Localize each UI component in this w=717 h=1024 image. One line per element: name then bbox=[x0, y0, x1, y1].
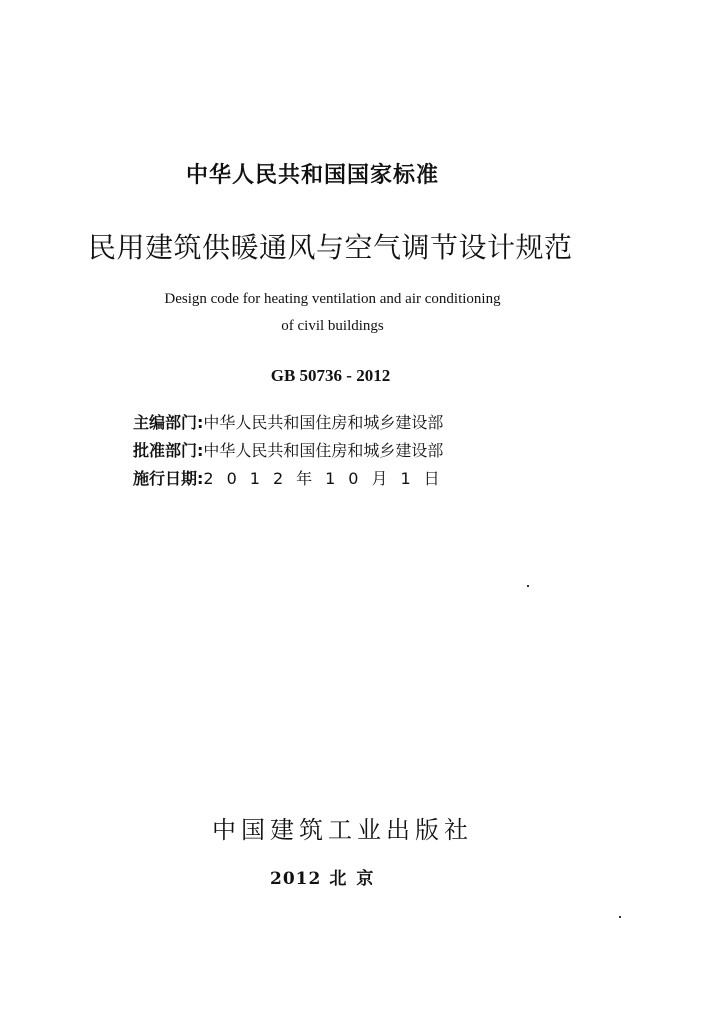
document-title-english-line-1: Design code for heating ventilation and air conditioning bbox=[164, 291, 501, 307]
effective-date-row bbox=[133, 466, 453, 489]
approver-department-row bbox=[133, 438, 443, 461]
editor-department-value: 中华人民共和国住房和城乡建设部 bbox=[203, 413, 444, 432]
standard-series-heading: 中华人民共和国国家标准 bbox=[186, 163, 440, 188]
scan-speck bbox=[527, 585, 529, 587]
approver-department-label: 批准部门: bbox=[133, 441, 204, 460]
standard-code: GB 50736 - 2012 bbox=[270, 366, 391, 385]
approver-department-value: 中华人民共和国住房和城乡建设部 bbox=[203, 441, 444, 460]
document-title-chinese: 民用建筑供暖通风与空气调节设计规范 bbox=[88, 231, 573, 264]
effective-date-value: 2012年10月1日 bbox=[203, 469, 453, 488]
publication-place bbox=[270, 864, 383, 889]
editor-department-row bbox=[133, 410, 443, 433]
publication-city: 北京 bbox=[329, 869, 384, 889]
document-title-english-line-2: of civil buildings bbox=[281, 318, 384, 334]
publisher-name: 中国建筑工业出版社 bbox=[212, 816, 473, 844]
editor-department-label: 主编部门: bbox=[133, 413, 204, 432]
publication-year: 2012 bbox=[270, 869, 322, 889]
scan-speck bbox=[619, 916, 621, 918]
effective-date-label: 施行日期: bbox=[133, 469, 204, 488]
